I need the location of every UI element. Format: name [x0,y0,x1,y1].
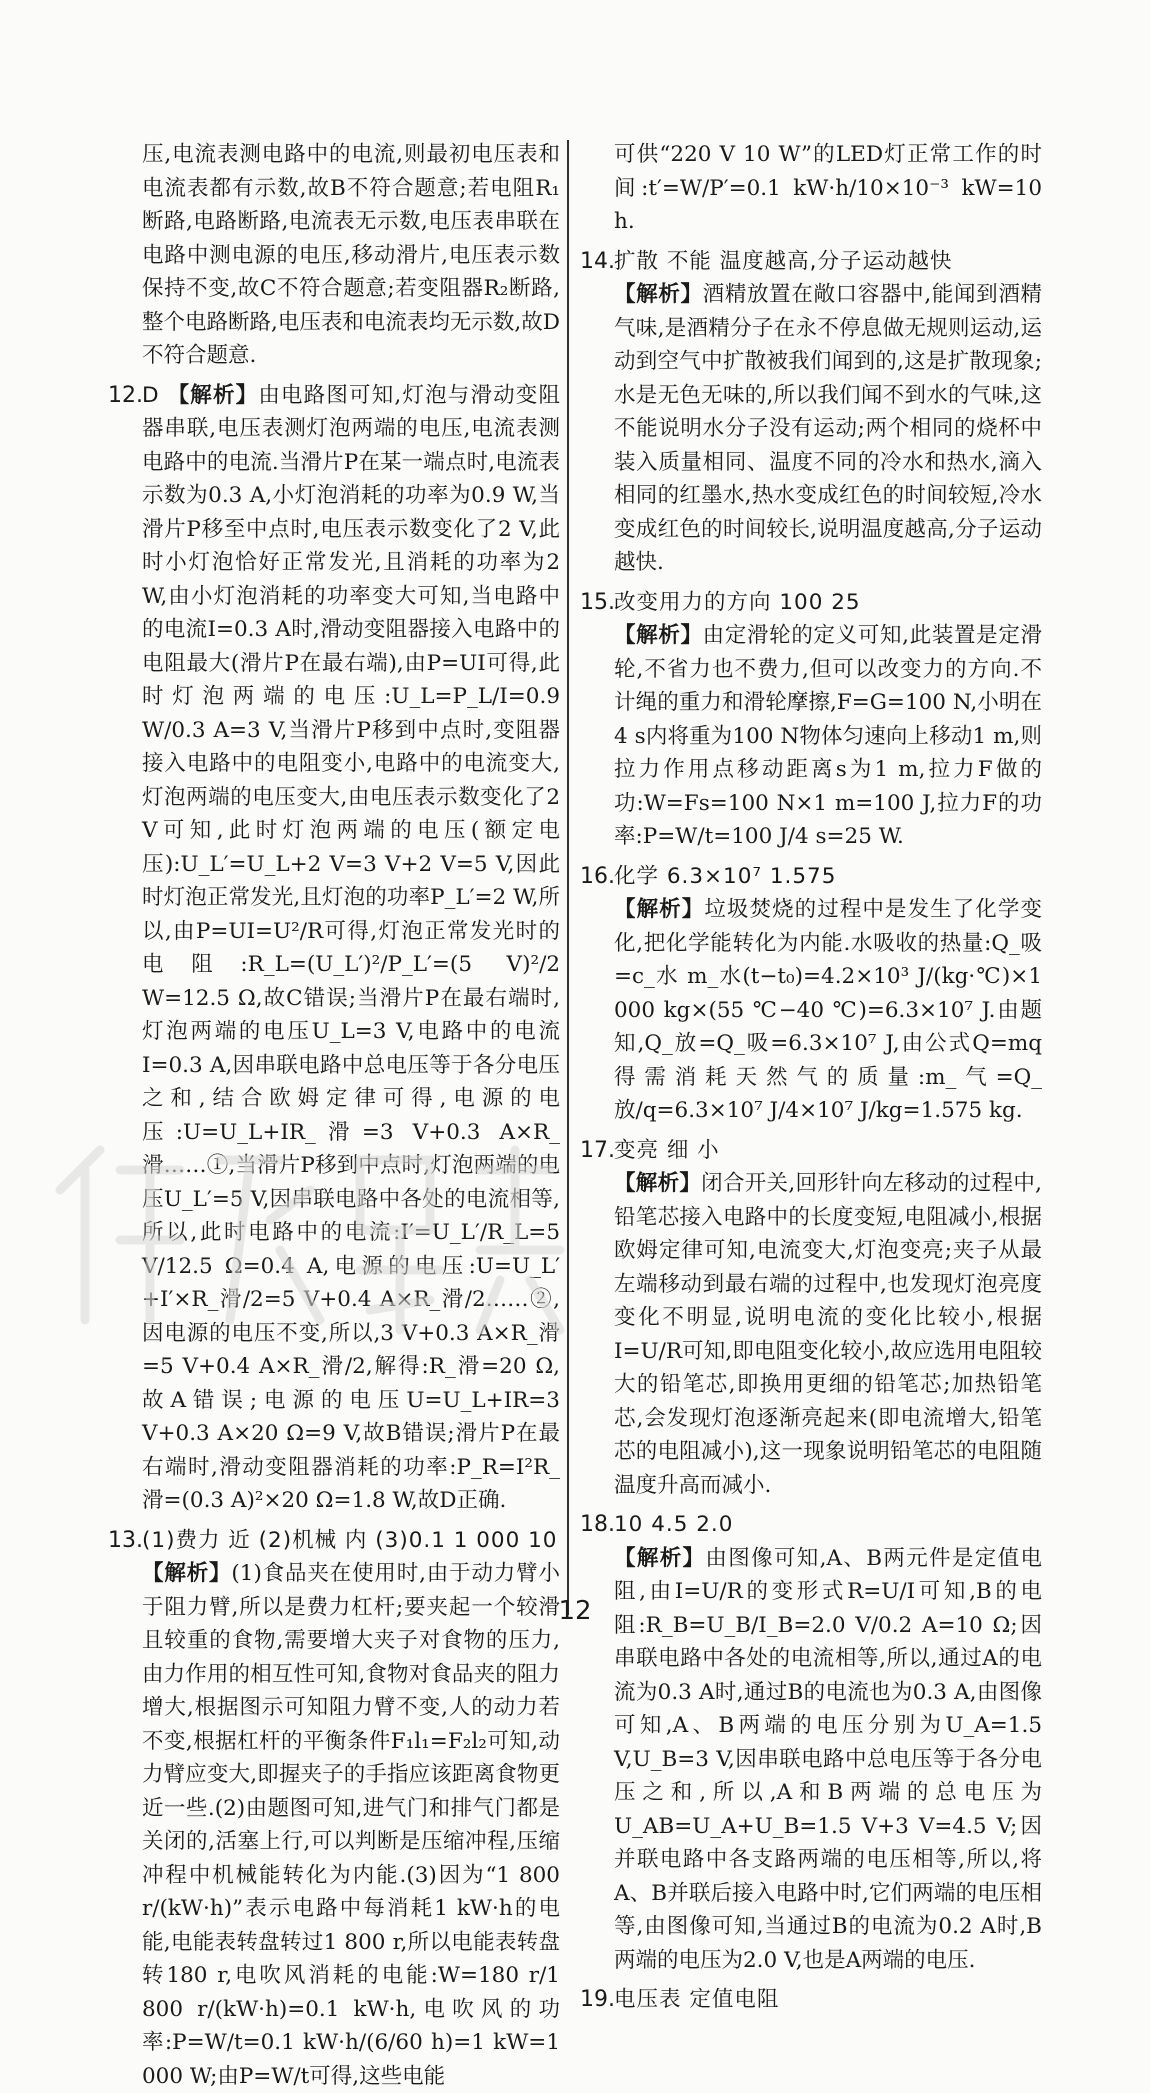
left-column [108,138,560,2093]
analysis-tag: 【解析】 [614,623,703,648]
question-number: 12. [108,379,143,413]
question-15 [580,586,1042,854]
answer: (1)费力 近 (2)机械 内 (3)0.1 1 000 10 [142,1528,557,1553]
question-17 [580,1134,1042,1503]
analysis-tag: 【解析】 [614,1546,705,1571]
question-number: 14. [580,245,615,279]
question-number: 19. [580,1983,615,2017]
analysis-tag: 【解析】 [614,282,703,307]
analysis-text: 由定滑轮的定义可知,此装置是定滑轮,不省力也不费力,但可以改变力的方向.不计绳的重力和滑轮摩擦,F=G=100 N,小明在4 s内将重为100 N物体匀速向上移动1 m,则拉力作用点移动距离s为1 m,拉力F做的功:W=Fs=100 N×1 m=100 J,拉力F的功率:P=W/t=100 J/4 s=25 W. [614,623,1042,849]
question-number: 18. [580,1508,615,1542]
analysis-tag: 【解析】 [614,1171,701,1196]
question-number: 17. [580,1134,615,1168]
analysis-text: 酒精放置在敞口容器中,能闻到酒精气味,是酒精分子在永不停息做无规则运动,运动到空气中扩散被我们闻到的,这是扩散现象;水是无色无味的,所以我们闻不到水的气味,这不能说明水分子没有运动;两个相同的烧杯中装入质量相同、温度不同的冷水和热水,滴入相同的红墨水,热水变成红色的时间较短,冷水变成红色的时间较长,说明温度越高,分子运动越快. [614,282,1042,575]
question-number: 16. [580,860,615,894]
answer: 化学 6.3×10⁷ 1.575 [614,864,836,889]
analysis-text: 垃圾焚烧的过程中是发生了化学变化,把化学能转化为内能.水吸收的热量:Q_吸=c_水 m_水(t−t₀)=4.2×10³ J/(kg·℃)×1 000 kg×(55 ℃−40 ℃)=6.3×10⁷ J.由题知,Q_放=Q_吸=6.3×10⁷ J,由公式Q=mq得需消耗天然气的质量:m_气=Q_放/q=6.3×10⁷ J/4×10⁷ J/kg=1.575 kg. [614,897,1042,1123]
question-14 [580,245,1042,580]
q11-continuation: 压,电流表测电路中的电流,则最初电压表和电流表都有示数,故B不符合题意;若电阻R₁断路,电路断路,电流表无示数,电压表串联在电路中测电源的电压,移动滑片,电压表示数保持不变,故C不符合题意;若变阻器R₂断路,整个电路断路,电压表和电流表均无示数,故D不符合题意. [108,138,560,373]
analysis-text: 由图像可知,A、B两元件是定值电阻,由I=U/R的变形式R=U/I可知,B的电阻:R_B=U_B/I_B=2.0 V/0.2 A=10 Ω;因串联电路中各处的电流相等,所以,通过A的电流为0.3 A时,通过B的电流也为0.3 A,由图像可知,A、B两端的电压分别为U_A=1.5 V,U_B=3 V,因串联电路中总电压等于各分电压之和,所以,A和B两端的总电压为U_AB=U_A+U_B=1.5 V+3 V=4.5 V;因并联电路中各支路两端的电压相等,所以,将A、B并联后接入电路中时,它们两端的电压相等,由图像可知,当通过B的电流为0.2 A时,B两端的电压为2.0 V,也是A两端的电压. [614,1546,1042,1973]
question-number: 13. [108,1524,143,1558]
q13-continuation: 可供“220 V 10 W”的LED灯正常工作的时间:t′=W/P′=0.1 kW·h/10×10⁻³ kW=10 h. [580,138,1042,239]
answer: D [142,383,160,408]
analysis-tag: 【解析】 [614,897,704,922]
analysis-tag: 【解析】 [142,1561,231,1586]
analysis-tag: 【解析】 [168,383,259,408]
answer: 变亮 细 小 [614,1138,720,1163]
question-16 [580,860,1042,1128]
answer: 10 4.5 2.0 [614,1512,733,1537]
column-divider [567,140,569,1615]
answer: 改变用力的方向 100 25 [614,590,861,615]
question-18 [580,1508,1042,1977]
analysis-text: 闭合开关,回形针向左移动的过程中,铅笔芯接入电路中的长度变短,电阻减小,根据欧姆定律可知,电流变大,灯泡变亮;夹子从最左端移动到最右端的过程中,也发现灯泡亮度变化不明显,说明电流的变化比较小,根据I=U/R可知,即电阻变化较小,故应选用电阻较大的铅笔芯,即换用更细的铅笔芯;加热铅笔芯,会发现灯泡逐渐亮起来(即电流增大,铅笔芯的电阻减小),这一现象说明铅笔芯的电阻随温度升高而减小. [614,1171,1042,1498]
answer: 扩散 不能 温度越高,分子运动越快 [614,249,953,274]
page-number: 12 [0,1596,1150,1626]
question-number: 15. [580,586,615,620]
right-column [580,138,1042,2017]
question-12 [108,379,560,1518]
question-19 [580,1983,1042,2017]
analysis-text: (1)食品夹在使用时,由于动力臂小于阻力臂,所以是费力杠杆;要夹起一个较滑且较重的食物,需要增大夹子对食物的压力,由力作用的相互性可知,食物对食品夹的阻力增大,根据图示可知阻力臂不变,人的动力若不变,根据杠杆的平衡条件F₁l₁=F₂l₂可知,动力臂应变大,即握夹子的手指应该距离食物更近一些.(2)由题图可知,进气门和排气门都是关闭的,活塞上行,可以判断是压缩冲程,压缩冲程中机械能转化为内能.(3)因为“1 800 r/(kW·h)”表示电路中每消耗1 kW·h的电能,电能表转盘转过1 800 r,所以电能表转盘转180 r,电吹风消耗的电能:W=180 r/1 800 r/(kW·h)=0.1 kW·h,电吹风的功率:P=W/t=0.1 kW·h/(6/60 h)=1 kW=1 000 W;由P=W/t可得,这些电能 [142,1561,560,2089]
answer: 电压表 定值电阻 [614,1987,779,2012]
analysis-text: 由电路图可知,灯泡与滑动变阻器串联,电压表测灯泡两端的电压,电流表测电路中的电流.当滑片P在某一端点时,电流表示数为0.3 A,小灯泡消耗的功率为0.9 W,当滑片P移至中点时,电压表示数变化了2 V,此时小灯泡恰好正常发光,且消耗的功率为2 W,由小灯泡消耗的功率变大可知,当电路中的电流I=0.3 A时,滑动变阻器接入电路中的电阻最大(滑片P在最右端),由P=UI可得,此时灯泡两端的电压:U_L=P_L/I=0.9 W/0.3 A=3 V,当滑片P移到中点时,变阻器接入电路中的电阻变小,电路中的电流变大,灯泡两端的电压变大,由电压表示数变化了2 V可知,此时灯泡两端的电压(额定电压):U_L′=U_L+2 V=3 V+2 V=5 V,因此时灯泡正常发光,且灯泡的功率P_L′=2 W,所以,由P=UI=U²/R可得,灯泡正常发光时的电阻:R_L=(U_L′)²/P_L′=(5 V)²/2 W=12.5 Ω,故C错误;当滑片P在最右端时,灯泡两端的电压U_L=3 V,电路中的电流I=0.3 A,因串联电路中总电压等于各分电压之和,结合欧姆定律可得,电源的电压:U=U_L+IR_滑=3 V+0.3 A×R_滑……①,当滑片P移到中点时,灯泡两端的电压U_L′=5 V,因串联电路中各处的电流相等,所以,此时电路中的电流:I′=U_L′/R_L=5 V/12.5 Ω=0.4 A,电源的电压:U=U_L′+I′×R_滑/2=5 V+0.4 A×R_滑/2……②,因电源的电压不变,所以,3 V+0.3 A×R_滑=5 V+0.4 A×R_滑/2,解得:R_滑=20 Ω,故A错误;电源的电压U=U_L+IR=3 V+0.3 A×20 Ω=9 V,故B错误;滑片P在最右端时,滑动变阻器消耗的功率:P_R=I²R_滑=(0.3 A)²×20 Ω=1.8 W,故D正确. [142,383,560,1514]
